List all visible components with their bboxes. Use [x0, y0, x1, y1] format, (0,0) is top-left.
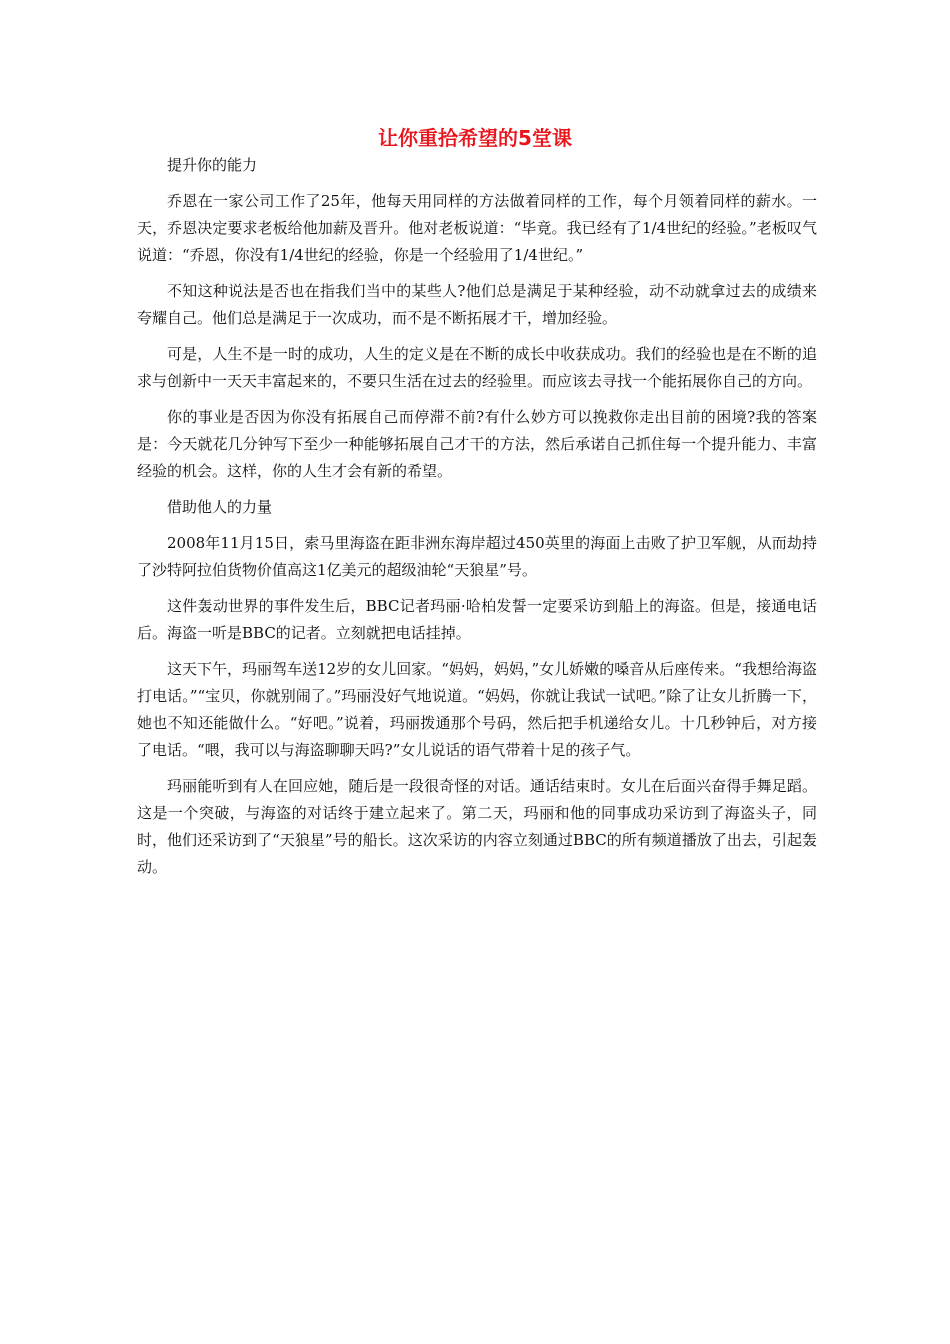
paragraph: 你的事业是否因为你没有拓展自己而停滞不前?有什么妙方可以挽救你走出目前的困境?我的答案是：今天就花几分钟写下至少一种能够拓展自己才干的方法，然后承诺自己抓住每一个提升能力、丰富经验的机会。这样，你的人生才会有新的希望。: [137, 408, 817, 480]
paragraph: 玛丽能听到有人在回应她，随后是一段很奇怪的对话。通话结束时。女儿在后面兴奋得手舞足蹈。这是一个突破，与海盗的对话终于建立起来了。第二天，玛丽和他的同事成功采访到了海盗头子，同时，他们还采访到了“天狼星”号的船长。这次采访的内容立刻通过BBC的所有频道播放了出去，引起轰动。: [137, 777, 817, 876]
paragraph: 这件轰动世界的事件发生后，BBC记者玛丽·哈柏发誓一定要采访到船上的海盗。但是，接通电话后。海盗一听是BBC的记者。立刻就把电话挂掉。: [137, 597, 817, 642]
document-body: [137, 152, 817, 881]
paragraph: 乔恩在一家公司工作了25年，他每天用同样的方法做着同样的工作，每个月领着同样的薪水。一天，乔恩决定要求老板给他加薪及晋升。他对老板说道：“毕竟。我已经有了1/4世纪的经验。”老板叹气说道：“乔恩，你没有1/4世纪的经验，你是一个经验用了1/4世纪。”: [137, 192, 817, 264]
paragraph: 不知这种说法是否也在指我们当中的某些人?他们总是满足于某种经验，动不动就拿过去的成绩来夸耀自己。他们总是满足于一次成功，而不是不断拓展才干，增加经验。: [137, 282, 817, 327]
paragraph: 2008年11月15日，索马里海盗在距非洲东海岸超过450英里的海面上击败了护卫军舰，从而劫持了沙特阿拉伯货物价值高这1亿美元的超级油轮“天狼星”号。: [137, 534, 817, 579]
paragraph: 这天下午，玛丽驾车送12岁的女儿回家。“妈妈，妈妈，”女儿娇嫩的嗓音从后座传来。“我想给海盗打电话。”“宝贝，你就别闹了。”玛丽没好气地说道。“妈妈，你就让我试一试吧。”除了让女儿折腾一下，她也不知还能做什么。“好吧。”说着，玛丽拨通那个号码，然后把手机递给女儿。十几秒钟后，对方接了电话。“喂，我可以与海盗聊聊天吗?”女儿说话的语气带着十足的孩子气。: [137, 660, 817, 759]
section-heading-others-power: 借助他人的力量: [167, 498, 273, 516]
section-heading-ability: 提升你的能力: [167, 156, 258, 174]
document-title: 让你重拾希望的5堂课: [378, 126, 572, 150]
paragraph: 可是，人生不是一时的成功，人生的定义是在不断的成长中收获成功。我们的经验也是在不断的追求与创新中一天天丰富起来的，不要只生活在过去的经验里。而应该去寻找一个能拓展你自己的方向。: [137, 345, 817, 390]
